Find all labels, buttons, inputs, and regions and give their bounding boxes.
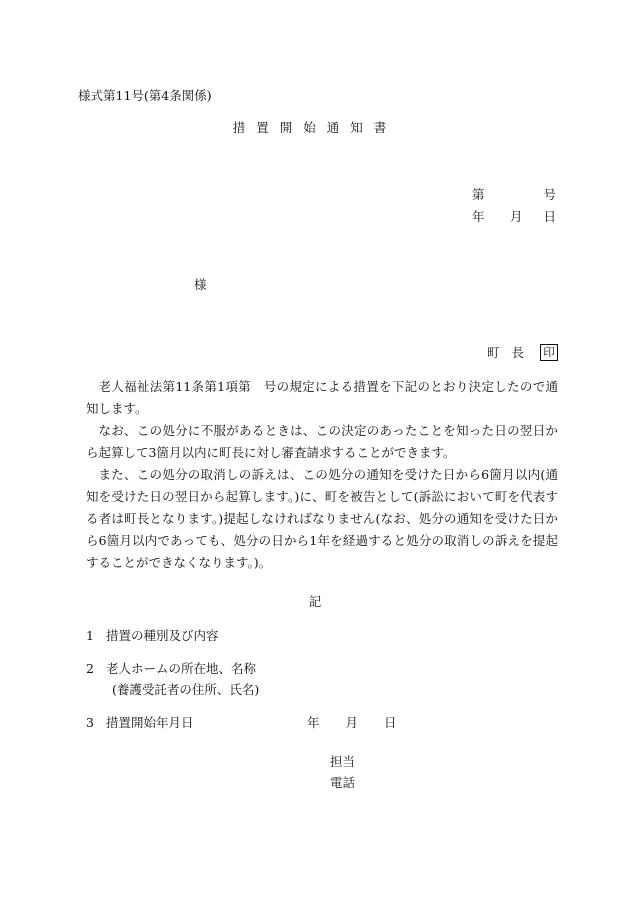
item-3-year: 年 — [307, 715, 320, 730]
item-2-number: 2 — [86, 661, 94, 676]
contact-phone: 電話 — [330, 775, 356, 790]
document-title: 措置開始通知書 — [232, 120, 398, 135]
seal-mark: 印 — [540, 344, 558, 361]
addressee-honorific: 様 — [194, 277, 207, 292]
issuer — [487, 343, 558, 361]
item-3 — [86, 713, 194, 731]
item-3-label: 措置開始年月日 — [106, 715, 194, 730]
date-day: 日 — [543, 209, 556, 224]
contact-person: 担当 — [330, 754, 356, 769]
item-2-label: 老人ホームの所在地、名称 — [106, 661, 257, 676]
item-1-label: 措置の種別及び内容 — [106, 628, 219, 643]
body-paragraph-1: 老人福祉法第11条第1項第 号の規定による措置を下記のとおり決定したので通知します。 — [86, 379, 558, 416]
item-2-sub: (養護受託者の住所、氏名) — [112, 682, 260, 697]
item-3-day: 日 — [384, 715, 397, 730]
form-number: 様式第11号(第4条関係) — [78, 88, 212, 103]
item-3-date — [307, 713, 397, 731]
body-paragraph-2: なお、この処分に不服があるときは、この決定のあったことを知った日の翌日から起算して3箇月以内に町長に対し審査請求することができます。 — [86, 423, 558, 460]
body-paragraph-3: また、この処分の取消しの訴えは、この処分の通知を受けた日から6箇月以内(通知を受けた日の翌日から起算します。)に、町を被告として(訴訟において町を代表する者は町長となります。)提起しなければなりません(なお、処分の通知を受けた日から6箇月以内であっても、処分の日から1年を経過すると処分の取消しの訴えを提起することができなくなります。)。 — [86, 467, 558, 570]
document-number-suffix: 号 — [543, 187, 556, 202]
item-3-number: 3 — [86, 715, 94, 730]
issuer-title: 町長 — [486, 345, 536, 360]
document-number-prefix: 第 — [472, 187, 485, 202]
date-year: 年 — [472, 209, 485, 224]
item-1-number: 1 — [86, 628, 94, 643]
record-heading: 記 — [308, 594, 322, 609]
date-month: 月 — [510, 209, 523, 224]
item-2 — [86, 659, 256, 677]
item-1 — [86, 626, 219, 644]
notice-body — [86, 376, 558, 574]
item-3-month: 月 — [345, 715, 359, 730]
